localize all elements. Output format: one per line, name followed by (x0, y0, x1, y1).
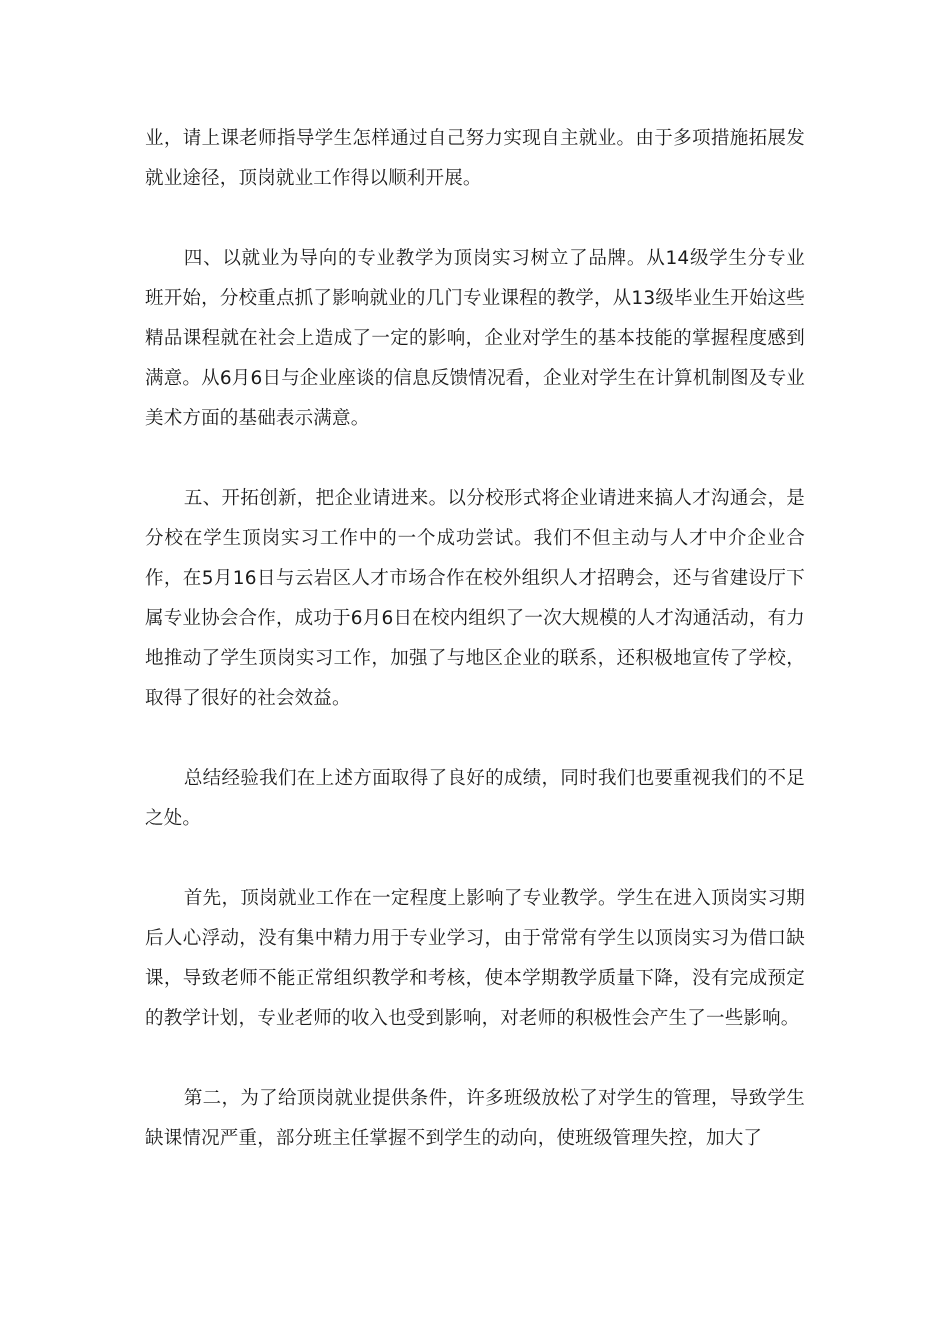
paragraph-summary: 总结经验我们在上述方面取得了良好的成绩，同时我们也要重视我们的不足之处。 (145, 768, 805, 829)
document-body (145, 119, 805, 1159)
paragraph-continuation: 业，请上课老师指导学生怎样通过自己努力实现自主就业。由于多项措施拓展发就业途径，顶岗就业工作得以顺利开展。 (145, 128, 805, 189)
paragraph-second-issue: 第二，为了给顶岗就业提供条件，许多班级放松了对学生的管理，导致学生缺课情况严重，部分班主任掌握不到学生的动向，使班级管理失控，加大了 (145, 1088, 805, 1149)
paragraph-first-issue: 首先，顶岗就业工作在一定程度上影响了专业教学。学生在进入顶岗实习期后人心浮动，没有集中精力用于专业学习，由于常常有学生以顶岗实习为借口缺课，导致老师不能正常组织教学和考核，使本学期教学质量下降，没有完成预定的教学计划，专业老师的收入也受到影响，对老师的积极性会产生了一些影响。 (145, 888, 805, 1029)
paragraph-item-four: 四、以就业为导向的专业教学为顶岗实习树立了品牌。从14级学生分专业班开始，分校重点抓了影响就业的几门专业课程的教学，从13级毕业生开始这些精品课程就在社会上造成了一定的影响，企业对学生的基本技能的掌握程度感到满意。从6月6日与企业座谈的信息反馈情况看，企业对学生在计算机制图及专业美术方面的基础表示满意。 (145, 248, 805, 429)
paragraph-item-five: 五、开拓创新，把企业请进来。以分校形式将企业请进来搞人才沟通会，是分校在学生顶岗实习工作中的一个成功尝试。我们不但主动与人才中介企业合作，在5月16日与云岩区人才市场合作在校外组织人才招聘会，还与省建设厅下属专业协会合作，成功于6月6日在校内组织了一次大规模的人才沟通活动，有力地推动了学生顶岗实习工作，加强了与地区企业的联系，还积极地宣传了学校，取得了很好的社会效益。 (145, 488, 805, 709)
